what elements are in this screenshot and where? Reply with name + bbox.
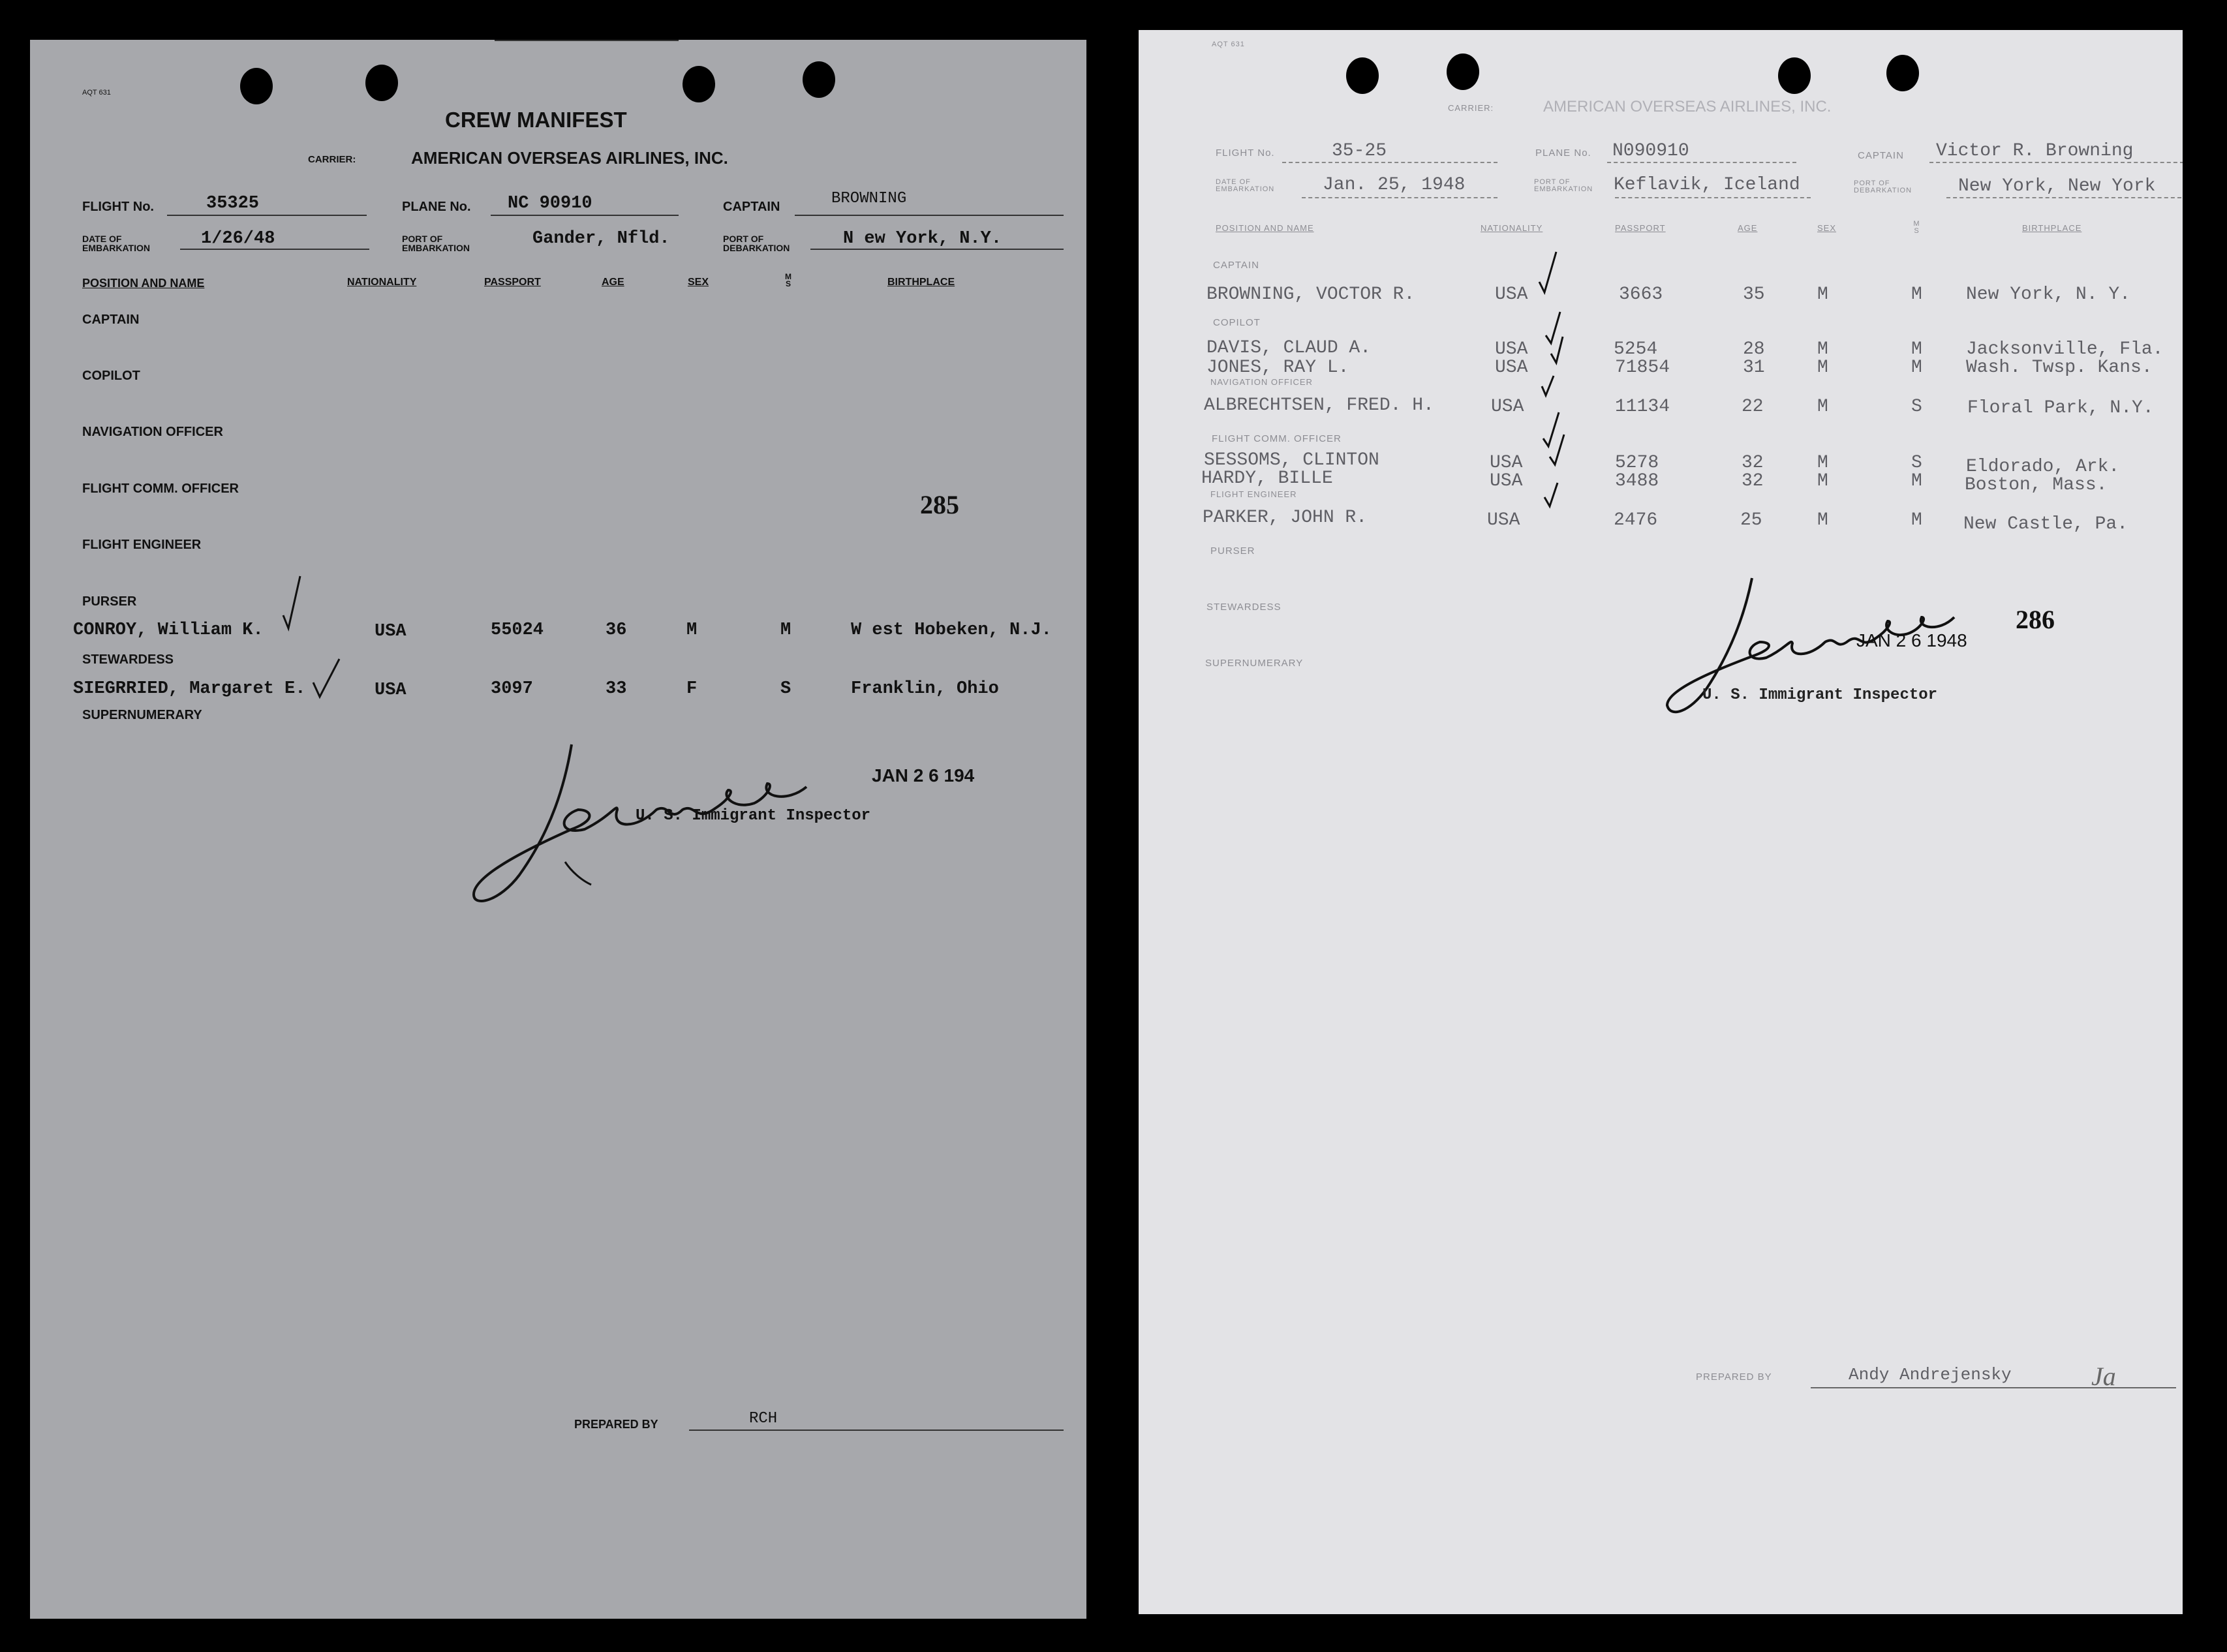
prepared-by-initials: Ja xyxy=(2091,1362,2116,1391)
position-captain: CAPTAIN xyxy=(82,313,140,327)
crew-nationality: USA xyxy=(375,622,407,641)
crew-passport: 5278 xyxy=(1615,453,1659,473)
date-label-line2: EMBARKATION xyxy=(1216,185,1275,193)
page-title: CREW MANIFEST xyxy=(445,108,627,132)
position-supernumerary: SUPERNUMERARY xyxy=(1205,658,1304,669)
column-header-birthplace: BIRTHPLACE xyxy=(887,277,955,288)
flight-line xyxy=(167,215,367,216)
port-emb-label-line2: EMBARKATION xyxy=(1534,185,1593,193)
received-date-stamp xyxy=(1856,630,1967,651)
punch-hole xyxy=(240,68,273,104)
crew-marital: S xyxy=(1911,453,1922,473)
page-number: 286 xyxy=(2016,605,2055,634)
carrier-value: AMERICAN OVERSEAS AIRLINES, INC. xyxy=(1543,98,1832,115)
port-emb-label-line1: PORT OF xyxy=(402,234,443,244)
crew-passport: 3488 xyxy=(1615,471,1659,491)
port-embarkation-label xyxy=(402,234,470,252)
port-deb-label-line1: PORT OF xyxy=(723,234,764,244)
port-debarkation-value: N ew York, N.Y. xyxy=(843,229,1002,249)
prepared-by-line xyxy=(689,1430,1064,1431)
port-embarkation-value: Keflavik, Iceland xyxy=(1614,175,1800,195)
received-date-stamp: JAN 2 6 194 xyxy=(872,765,975,786)
date-line xyxy=(180,249,369,250)
check-mark xyxy=(311,656,343,702)
inspector-title: U. S. Immigrant Inspector xyxy=(1702,686,1938,704)
inspector-title: U. S. Immigrant Inspector xyxy=(636,807,871,825)
crew-age: 31 xyxy=(1743,358,1765,378)
crew-marital: M xyxy=(1911,510,1922,530)
captain-line xyxy=(795,215,1064,216)
carrier-label: CARRIER: xyxy=(1448,103,1494,113)
date-label-line2: EMBARKATION xyxy=(82,243,150,253)
column-header-position: POSITION AND NAME xyxy=(82,277,205,290)
crew-sex: F xyxy=(686,679,698,699)
captain-label: CAPTAIN xyxy=(723,200,780,214)
crew-birthplace: Wash. Twsp. Kans. xyxy=(1966,358,2153,378)
column-header-marital: M S xyxy=(785,272,791,288)
crew-marital: M xyxy=(1911,471,1922,491)
position-flight-engineer: FLIGHT ENGINEER xyxy=(1210,489,1297,499)
position-purser: PURSER xyxy=(82,594,137,609)
crew-birthplace: Jacksonville, Fla. xyxy=(1966,339,2164,359)
flight-value: 35325 xyxy=(206,194,260,213)
crew-sex: M xyxy=(1817,471,1828,491)
date-line xyxy=(1302,197,1497,198)
crew-nationality: USA xyxy=(375,681,407,700)
crew-age: 22 xyxy=(1742,397,1764,417)
crew-name: SESSOMS, CLINTON xyxy=(1204,450,1379,470)
crew-age: 32 xyxy=(1742,453,1764,473)
position-purser: PURSER xyxy=(1210,545,1255,557)
date-label-line1: DATE OF xyxy=(1216,178,1251,186)
prepared-by-value: RCH xyxy=(749,1410,778,1428)
check-mark xyxy=(281,575,307,634)
crew-nationality: USA xyxy=(1495,284,1528,305)
crew-age: 33 xyxy=(606,679,627,699)
crew-passport: 2476 xyxy=(1614,510,1658,530)
date-label xyxy=(82,234,150,252)
position-captain: CAPTAIN xyxy=(1213,260,1259,271)
position-flight-engineer: FLIGHT ENGINEER xyxy=(82,538,202,552)
port-emb-label-line2: EMBARKATION xyxy=(402,243,470,253)
crew-sex: M xyxy=(1817,358,1828,378)
prepared-by-label: PREPARED BY xyxy=(1696,1371,1772,1383)
port-debarkation-value: New York, New York xyxy=(1958,176,2156,196)
crew-sex: M xyxy=(1817,453,1828,473)
punch-hole xyxy=(803,61,835,98)
crew-birthplace: Franklin, Ohio xyxy=(851,679,999,699)
flight-label: FLIGHT No. xyxy=(82,200,154,214)
crew-age: 36 xyxy=(606,620,627,640)
crew-age: 32 xyxy=(1742,471,1764,491)
crew-sex: M xyxy=(1817,397,1828,417)
captain-label: CAPTAIN xyxy=(1858,150,1904,161)
crew-name: SIEGRRIED, Margaret E. xyxy=(73,679,306,699)
crew-passport: 71854 xyxy=(1615,358,1670,378)
crew-birthplace: Eldorado, Ark. xyxy=(1966,457,2120,477)
plane-line xyxy=(491,215,679,216)
captain-line xyxy=(1929,162,2183,163)
plane-value: N090910 xyxy=(1612,141,1689,161)
plane-line xyxy=(1607,162,1796,163)
crew-name: BROWNING, VOCTOR R. xyxy=(1206,284,1415,305)
column-header-position: POSITION AND NAME xyxy=(1216,223,1314,233)
crew-nationality: USA xyxy=(1490,453,1523,473)
crew-marital: M xyxy=(780,620,791,640)
form-number: AQT 631 xyxy=(1212,40,1245,48)
punch-hole xyxy=(1447,54,1479,90)
crew-birthplace: New Castle, Pa. xyxy=(1963,514,2128,534)
flight-line xyxy=(1282,162,1497,163)
carrier-label: CARRIER: xyxy=(308,154,356,165)
crew-marital: M xyxy=(1911,284,1922,305)
crew-nationality: USA xyxy=(1487,510,1520,530)
column-header-age: AGE xyxy=(602,277,624,288)
column-header-sex: SEX xyxy=(1817,223,1837,233)
port-emb-line xyxy=(1615,197,1811,198)
crew-marital: M xyxy=(1911,339,1922,359)
port-debarkation-label xyxy=(1854,180,1912,194)
captain-value: BROWNING xyxy=(831,190,907,207)
crew-marital: S xyxy=(780,679,791,699)
crew-name: HARDY, BILLE xyxy=(1201,468,1333,489)
position-copilot: COPILOT xyxy=(1213,317,1261,328)
plane-label: PLANE No. xyxy=(402,200,471,214)
crew-birthplace: Floral Park, N.Y. xyxy=(1967,398,2154,418)
port-deb-label-line2: DEBARKATION xyxy=(1854,187,1912,194)
position-stewardess: STEWARDESS xyxy=(82,652,174,667)
carrier-value: AMERICAN OVERSEAS AIRLINES, INC. xyxy=(411,148,728,168)
crew-birthplace: New York, N. Y. xyxy=(1966,284,2131,305)
crew-name: PARKER, JOHN R. xyxy=(1203,508,1368,528)
crew-name: ALBRECHTSEN, FRED. H. xyxy=(1204,395,1434,416)
punch-hole xyxy=(1886,55,1919,91)
crew-sex: M xyxy=(1817,510,1828,530)
column-header-nationality: NATIONALITY xyxy=(347,277,417,288)
date-label xyxy=(1216,179,1274,193)
port-deb-line xyxy=(810,249,1064,250)
crew-sex: M xyxy=(686,620,698,640)
punch-hole xyxy=(365,65,398,101)
crew-age: 25 xyxy=(1740,510,1762,530)
position-navigation-officer: NAVIGATION OFFICER xyxy=(82,425,223,439)
page-number: 285 xyxy=(920,490,959,519)
crew-passport: 3097 xyxy=(491,679,533,699)
crew-marital: S xyxy=(1911,397,1922,417)
port-emb-line xyxy=(495,40,679,41)
port-emb-label-line1: PORT OF xyxy=(1534,178,1571,186)
port-debarkation-label xyxy=(723,234,790,252)
crew-nationality: USA xyxy=(1490,471,1523,491)
column-header-sex: SEX xyxy=(688,277,709,288)
punch-hole xyxy=(1346,57,1379,94)
flight-value: 35-25 xyxy=(1332,141,1387,161)
crew-name: DAVIS, CLAUD A. xyxy=(1206,338,1372,358)
prepared-by-label: PREPARED BY xyxy=(574,1418,658,1431)
crew-nationality: USA xyxy=(1495,339,1528,359)
port-embarkation-label xyxy=(1534,179,1593,193)
received-date-text: JAN 2 6 1948 xyxy=(1856,630,1967,650)
column-header-passport: PASSPORT xyxy=(484,277,541,288)
crew-nationality: USA xyxy=(1495,358,1528,378)
crew-name: JONES, RAY L. xyxy=(1206,358,1349,378)
column-header-nationality: NATIONALITY xyxy=(1481,223,1543,233)
date-label-line1: DATE OF xyxy=(82,234,122,244)
column-header-birthplace: BIRTHPLACE xyxy=(2022,223,2082,233)
check-marks xyxy=(1537,239,1589,565)
punch-hole xyxy=(683,66,715,102)
crew-passport: 5254 xyxy=(1614,339,1658,359)
crew-birthplace: W est Hobeken, N.J. xyxy=(851,620,1052,640)
column-header-passport: PASSPORT xyxy=(1615,223,1666,233)
form-number: AQT 631 xyxy=(82,89,111,97)
position-supernumerary: SUPERNUMERARY xyxy=(82,708,202,722)
crew-passport: 11134 xyxy=(1615,397,1670,417)
crew-name: CONROY, William K. xyxy=(73,620,264,640)
prepared-by-value: Andy Andrejensky xyxy=(1849,1365,2012,1384)
position-flight-comm-officer: FLIGHT COMM. OFFICER xyxy=(1212,433,1342,444)
port-deb-label-line1: PORT OF xyxy=(1854,179,1890,187)
date-value: Jan. 25, 1948 xyxy=(1323,175,1466,195)
crew-manifest-page-286 xyxy=(1139,30,2183,1614)
flight-label: FLIGHT No. xyxy=(1216,147,1275,159)
crew-passport: 3663 xyxy=(1619,284,1663,305)
plane-label: PLANE No. xyxy=(1535,147,1591,159)
crew-manifest-page-285 xyxy=(30,40,1086,1619)
captain-value: Victor R. Browning xyxy=(1936,141,2134,161)
crew-sex: M xyxy=(1817,339,1828,359)
crew-nationality: USA xyxy=(1491,397,1524,417)
crew-age: 28 xyxy=(1743,339,1765,359)
port-deb-label-line2: DEBARKATION xyxy=(723,243,790,253)
crew-sex: M xyxy=(1817,284,1828,305)
punch-hole xyxy=(1778,57,1811,94)
column-header-age: AGE xyxy=(1738,223,1758,233)
position-flight-comm-officer: FLIGHT COMM. OFFICER xyxy=(82,482,239,496)
column-header-marital: M S xyxy=(1913,220,1920,235)
crew-marital: M xyxy=(1911,358,1922,378)
position-navigation-officer: NAVIGATION OFFICER xyxy=(1210,377,1313,387)
plane-value: NC 90910 xyxy=(508,194,592,213)
position-copilot: COPILOT xyxy=(82,369,140,383)
crew-age: 35 xyxy=(1743,284,1765,305)
crew-birthplace: Boston, Mass. xyxy=(1965,475,2108,495)
port-deb-line xyxy=(1946,197,2181,198)
prepared-by-line xyxy=(1811,1387,2176,1388)
port-embarkation-value: Gander, Nfld. xyxy=(532,229,670,249)
date-value: 1/26/48 xyxy=(201,229,275,249)
crew-passport: 55024 xyxy=(491,620,544,640)
position-stewardess: STEWARDESS xyxy=(1206,602,1282,613)
